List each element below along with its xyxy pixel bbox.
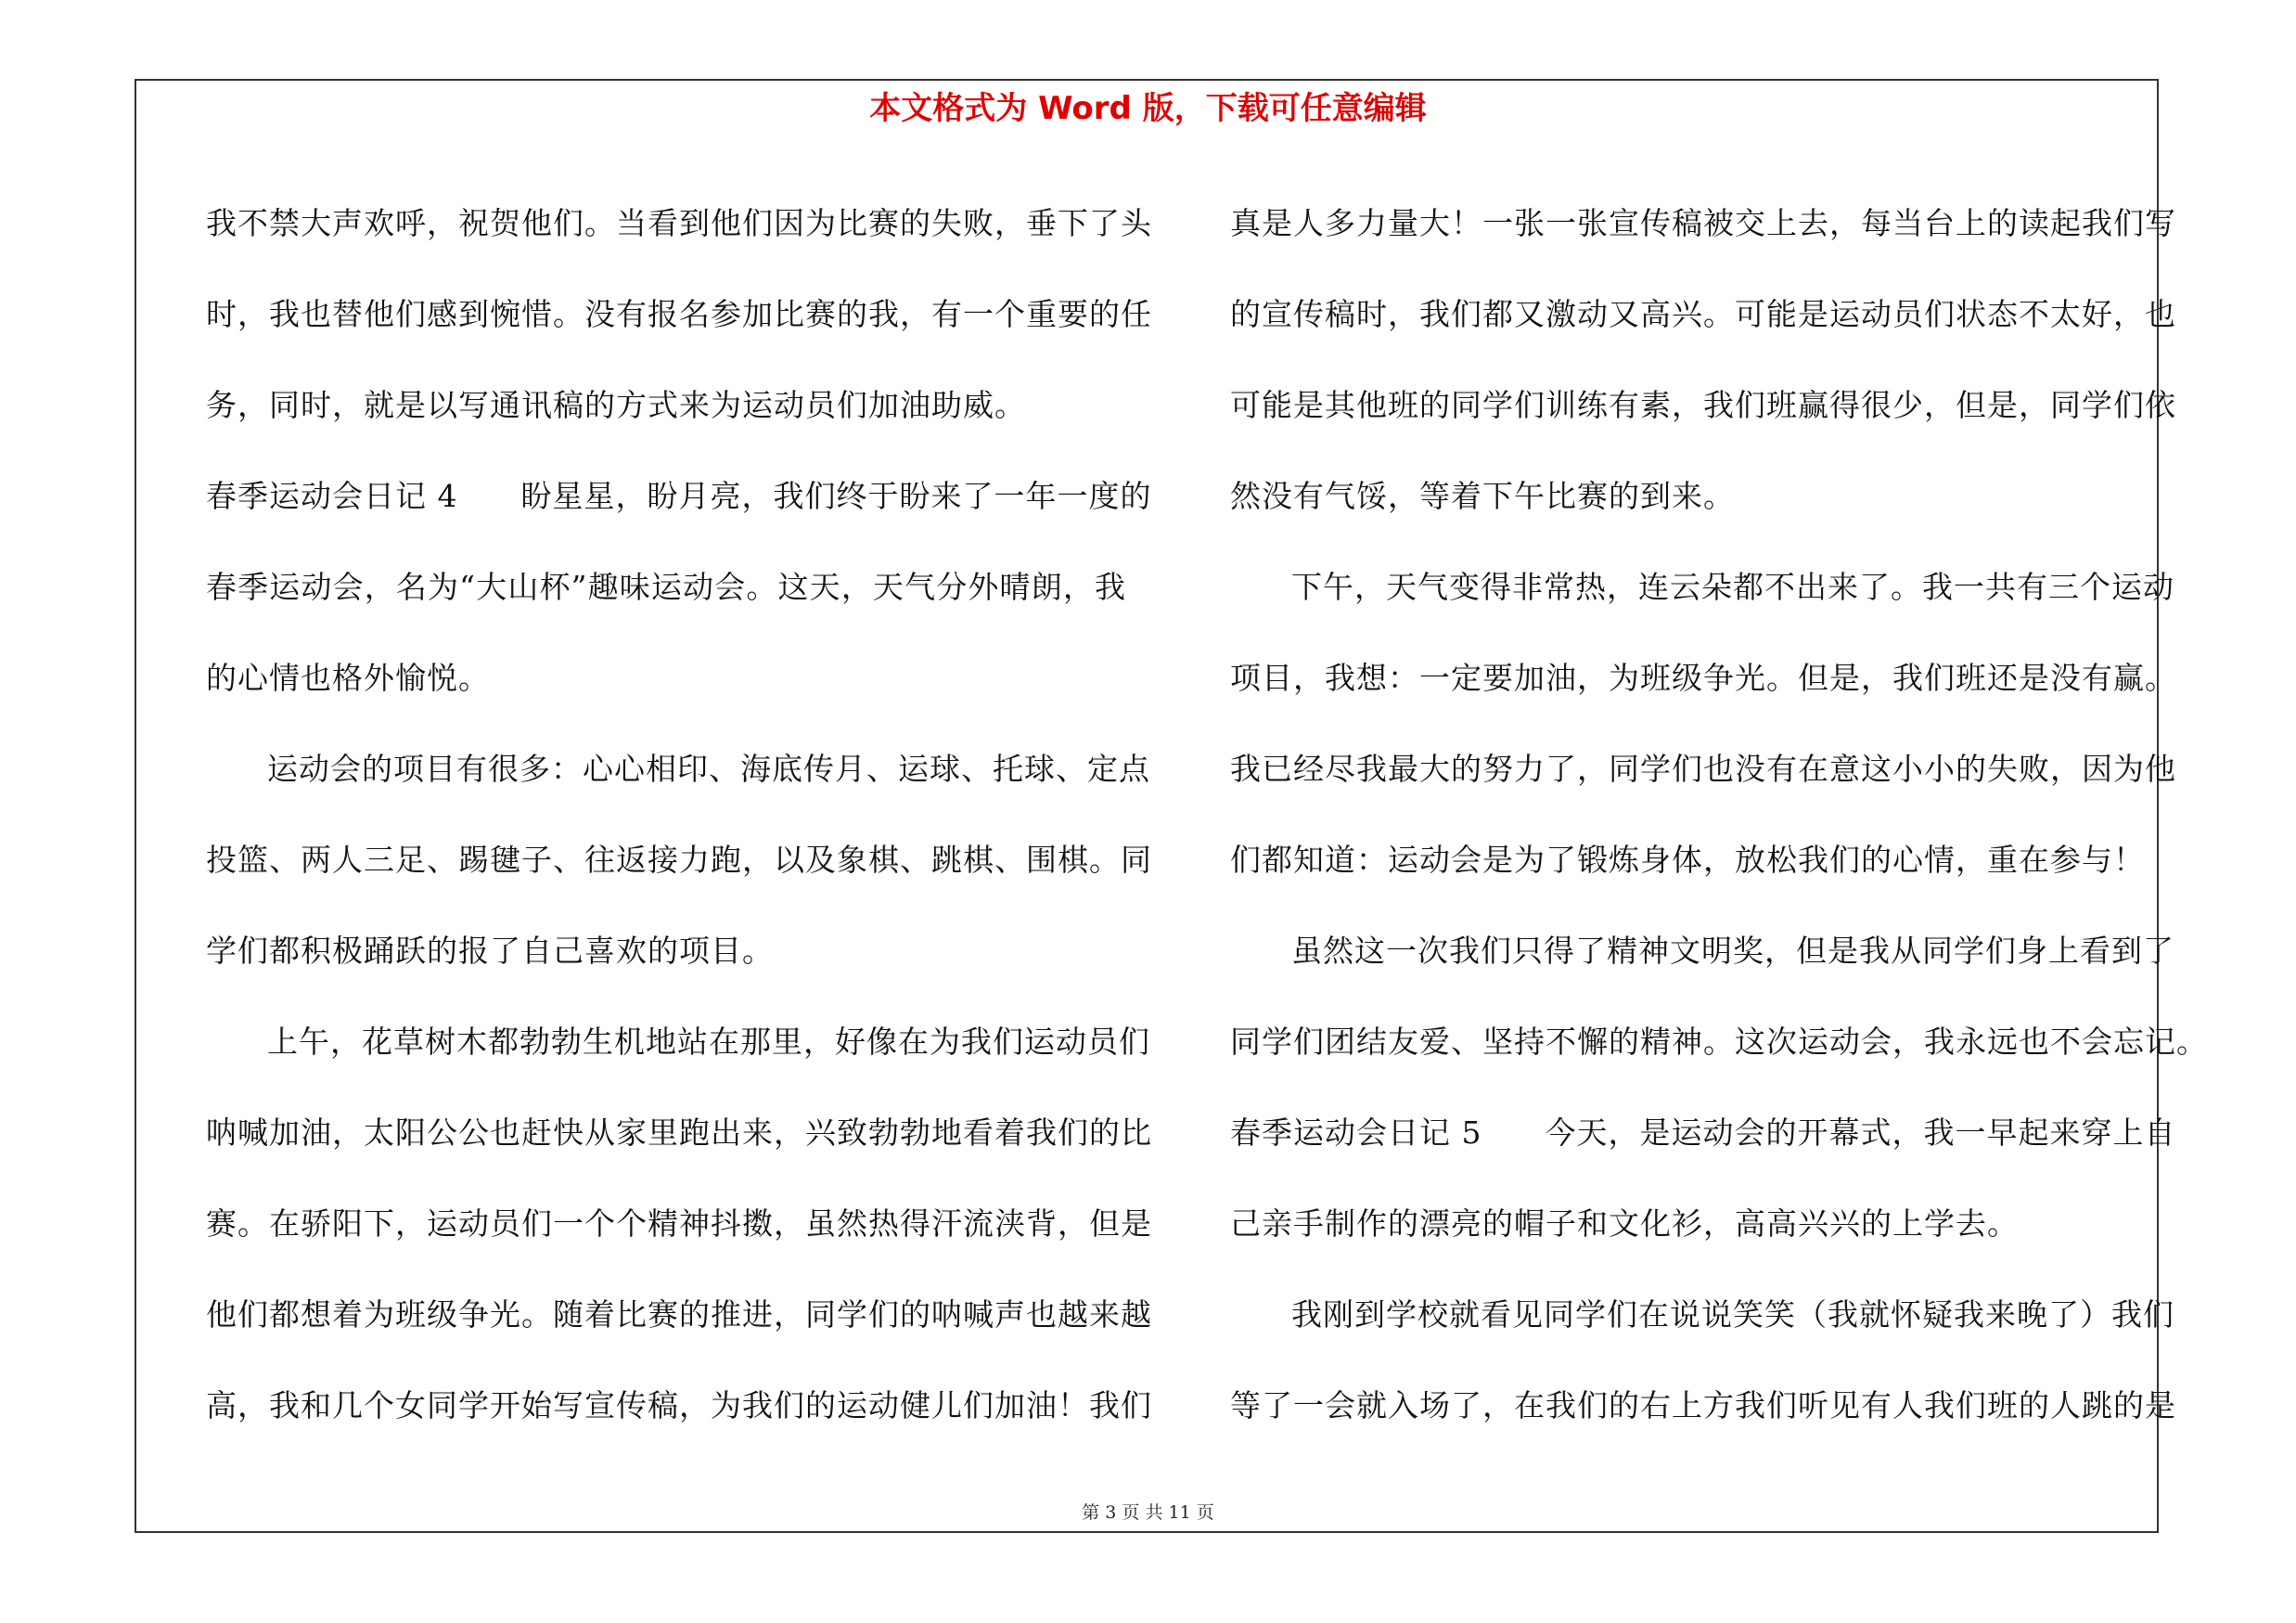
text-line: 项目，我想：一定要加油，为班级争光。但是，我们班还是没有赢。 bbox=[1230, 660, 2176, 696]
text-line: 时，我也替他们感到惋惜。没有报名参加比赛的我，有一个重要的任 bbox=[206, 296, 1152, 332]
text-line: 等了一会就入场了，在我们的右上方我们听见有人我们班的人跳的是 bbox=[1230, 1387, 2176, 1423]
left-column bbox=[206, 178, 1152, 1451]
header-banner: 本文格式为 Word 版，下载可任意编辑 bbox=[869, 90, 1427, 127]
text-line: 的心情也格外愉悦。 bbox=[206, 660, 490, 696]
text-line: 们都知道：运动会是为了锻炼身体，放松我们的心情，重在参与！ bbox=[1230, 842, 2145, 878]
text-line: 我不禁大声欢呼，祝贺他们。当看到他们因为比赛的失败，垂下了头 bbox=[206, 205, 1152, 241]
text-line: 投篮、两人三足、踢毽子、往返接力跑，以及象棋、跳棋、围棋。同 bbox=[206, 842, 1152, 878]
right-column bbox=[1230, 178, 2208, 1451]
text-line: 学们都积极踊跃的报了自己喜欢的项目。 bbox=[206, 933, 774, 969]
text-line: 高，我和几个女同学开始写宣传稿，为我们的运动健儿们加油！我们 bbox=[206, 1387, 1152, 1423]
text-line: 己亲手制作的漂亮的帽子和文化衫，高高兴兴的上学去。 bbox=[1230, 1205, 2019, 1242]
text-line: 运动会的项目有很多：心心相印、海底传月、运球、托球、定点 bbox=[267, 751, 1150, 787]
text-line: 他们都想着为班级争光。随着比赛的推进，同学们的呐喊声也越来越 bbox=[206, 1296, 1152, 1333]
text-line: 春季运动会日记 5 今天，是运动会的开幕式，我一早起来穿上自 bbox=[1230, 1114, 2176, 1151]
text-line: 春季运动会日记 4 盼星星，盼月亮，我们终于盼来了一年一度的 bbox=[206, 478, 1152, 514]
text-line: 春季运动会，名为“大山杯”趣味运动会。这天，天气分外晴朗，我 bbox=[206, 569, 1126, 605]
text-line: 下午，天气变得非常热，连云朵都不出来了。我一共有三个运动 bbox=[1291, 569, 2174, 605]
text-line: 虽然这一次我们只得了精神文明奖，但是我从同学们身上看到了 bbox=[1291, 933, 2174, 969]
text-line: 同学们团结友爱、坚持不懈的精神。这次运动会，我永远也不会忘记。 bbox=[1230, 1024, 2208, 1060]
text-line: 上午，花草树木都勃勃生机地站在那里，好像在为我们运动员们 bbox=[267, 1024, 1150, 1060]
page-number: 第 3 页 共 11 页 bbox=[1082, 1502, 1214, 1523]
text-line: 我已经尽我最大的努力了，同学们也没有在意这小小的失败，因为他 bbox=[1230, 751, 2176, 787]
text-line: 呐喊加油，太阳公公也赶快从家里跑出来，兴致勃勃地看着我们的比 bbox=[206, 1114, 1152, 1151]
text-line: 赛。在骄阳下，运动员们一个个精神抖擞，虽然热得汗流浃背，但是 bbox=[206, 1205, 1152, 1242]
text-line: 然没有气馁，等着下午比赛的到来。 bbox=[1230, 478, 1735, 514]
text-line: 务，同时，就是以写通讯稿的方式来为运动员们加油助威。 bbox=[206, 387, 1026, 423]
text-line: 的宣传稿时，我们都又激动又高兴。可能是运动员们状态不太好，也 bbox=[1230, 296, 2176, 332]
text-line: 可能是其他班的同学们训练有素，我们班赢得很少，但是，同学们依 bbox=[1230, 387, 2176, 423]
text-line: 我刚到学校就看见同学们在说说笑笑（我就怀疑我来晚了）我们 bbox=[1291, 1296, 2174, 1333]
text-line: 真是人多力量大！一张一张宣传稿被交上去，每当台上的读起我们写 bbox=[1230, 205, 2176, 241]
